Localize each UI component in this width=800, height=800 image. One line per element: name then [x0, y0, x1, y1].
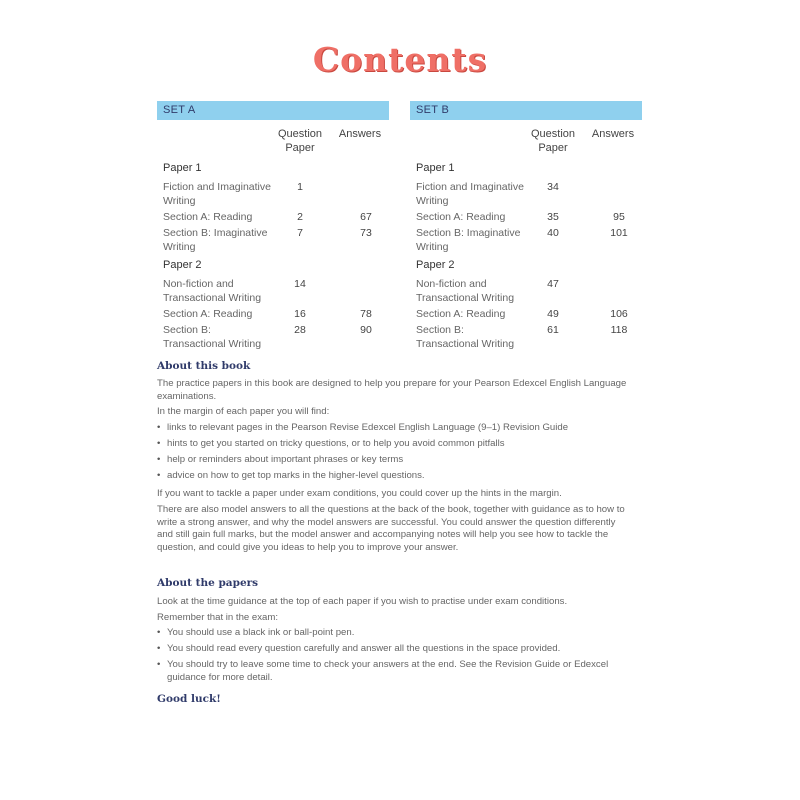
row-label: Non-fiction and Transactional Writing	[416, 278, 515, 304]
question-page: 40	[547, 227, 559, 239]
margin-intro: In the margin of each paper you will find:	[157, 406, 330, 417]
set-b-header: SET B	[410, 101, 642, 120]
paper-2-heading: Paper 2	[163, 259, 202, 271]
about-papers-heading: About the papers	[157, 577, 259, 589]
paper-2-heading: Paper 2	[416, 259, 455, 271]
row-label: Fiction and Imaginative Writing	[416, 181, 524, 207]
column-answers: Answers	[338, 128, 382, 140]
question-page: 2	[297, 211, 303, 223]
row-label: Section A: Reading	[416, 308, 506, 320]
question-page: 61	[547, 324, 559, 336]
answer-page: 78	[360, 308, 372, 320]
answer-page: 118	[610, 324, 628, 336]
paper-1-heading: Paper 1	[163, 162, 202, 174]
question-page: 16	[294, 308, 306, 320]
question-page: 1	[297, 181, 303, 193]
row-label: Section A: Reading	[163, 211, 253, 223]
list-item: • You should try to leave some time to check your answers at the end. See the Revision Guide or Edexcel guidance for more detail.	[157, 659, 627, 684]
model-answers-text: There are also model answers to all the questions at the back of the book, together with guidance as to how to write a strong answer, and why the model answers are successful. You could answer the question differently and still gain full marks, but the model answer and accompanying notes will help you see how to tackle the question, and could give you ideas to help you to improve your answer.	[157, 504, 625, 553]
set-b-table	[410, 101, 642, 350]
answer-page: 101	[610, 227, 628, 239]
paper-1-heading: Paper 1	[416, 162, 455, 174]
question-page: 14	[294, 278, 306, 290]
column-question-paper: Question Paper	[277, 128, 323, 154]
answer-page: 73	[360, 227, 372, 239]
good-luck-text: Good luck!	[157, 693, 221, 705]
list-item: • help or reminders about important phrases or key terms	[157, 454, 627, 467]
question-page: 47	[547, 278, 559, 290]
answer-page: 106	[610, 308, 628, 320]
set-a-table	[157, 101, 389, 350]
remember-text: Remember that in the exam:	[157, 612, 279, 623]
row-label: Section B: Transactional Writing	[163, 324, 262, 350]
question-page: 35	[547, 211, 559, 223]
about-book-intro: The practice papers in this book are designed to help you prepare for your Pearson Edexcel English Language examinations.	[157, 378, 627, 402]
question-page: 34	[547, 181, 559, 193]
about-book-heading: About this book	[157, 360, 251, 372]
column-question-paper: Question Paper	[530, 128, 576, 154]
list-item: • links to relevant pages in the Pearson Revise Edexcel English Language (9–1) Revision Guide	[157, 422, 627, 435]
question-page: 28	[294, 324, 306, 336]
row-label: Section A: Reading	[416, 211, 506, 223]
list-item: • hints to get you started on tricky questions, or to help you avoid common pitfalls	[157, 438, 627, 451]
row-label: Section A: Reading	[163, 308, 253, 320]
page-title: Contents	[312, 40, 488, 79]
answer-page: 95	[613, 211, 625, 223]
row-label: Non-fiction and Transactional Writing	[163, 278, 262, 304]
row-label: Section B: Imaginative Writing	[163, 227, 268, 253]
set-a-header: SET A	[157, 101, 389, 120]
list-item: • You should use a black ink or ball-point pen.	[157, 627, 627, 640]
row-label: Section B: Imaginative Writing	[416, 227, 521, 253]
list-item: • You should read every question carefully and answer all the questions in the space provided.	[157, 643, 627, 656]
question-page: 7	[297, 227, 303, 239]
answer-page: 90	[360, 324, 372, 336]
exam-conditions-text: If you want to tackle a paper under exam conditions, you could cover up the hints in the margin.	[157, 488, 562, 499]
row-label: Fiction and Imaginative Writing	[163, 181, 271, 207]
column-answers: Answers	[591, 128, 635, 140]
about-papers-intro: Look at the time guidance at the top of each paper if you wish to practise under exam conditions.	[157, 596, 568, 607]
row-label: Section B: Transactional Writing	[416, 324, 515, 350]
answer-page: 67	[360, 211, 372, 223]
list-item: • advice on how to get top marks in the higher-level questions.	[157, 470, 627, 483]
question-page: 49	[547, 308, 559, 320]
